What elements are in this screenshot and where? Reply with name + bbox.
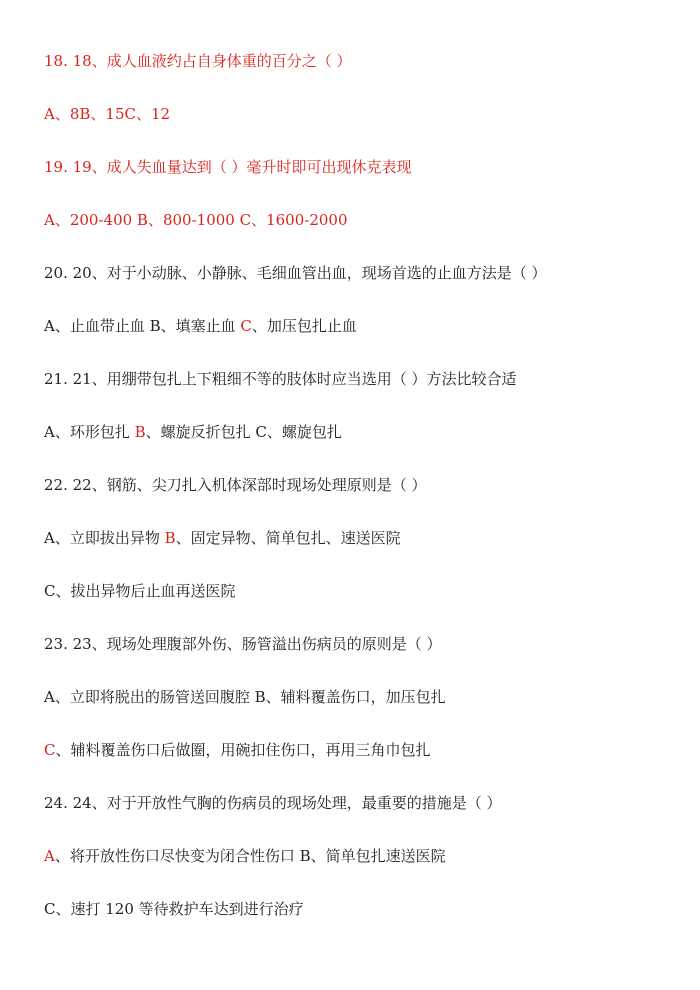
text-segment: C、速打 120 等待救护车达到进行治疗 xyxy=(44,900,304,918)
text-line xyxy=(44,900,304,918)
text-segment: B xyxy=(134,423,146,441)
text-segment: C、拔出异物后止血再送医院 xyxy=(44,582,236,600)
text-segment: 22. 22、钢筋、尖刀扎入机体深部时现场处理原则是（ ） xyxy=(44,476,427,494)
text-segment: 18. 18、成人血液约占自身体重的百分之（ ） xyxy=(44,52,352,70)
text-segment: C xyxy=(240,317,252,335)
text-line xyxy=(44,635,441,653)
text-line xyxy=(44,529,401,547)
text-segment: A、立即拔出异物 xyxy=(44,529,165,547)
text-segment: 23. 23、现场处理腹部外伤、肠管溢出伤病员的原则是（ ） xyxy=(44,635,442,653)
text-segment: A、8B、15C、12 xyxy=(44,105,171,123)
text-segment: 、固定异物、简单包扎、速送医院 xyxy=(175,529,401,547)
text-segment: 、加压包扎止血 xyxy=(251,317,357,335)
text-segment: 、螺旋反折包扎 C、螺旋包扎 xyxy=(145,423,342,441)
text-segment: A、立即将脱出的肠管送回腹腔 B、辅料覆盖伤口，加压包扎 xyxy=(44,688,446,706)
text-line xyxy=(44,688,446,706)
text-segment: A、200-400 B、800-1000 C、1600-2000 xyxy=(44,211,348,229)
text-line xyxy=(44,52,351,70)
text-segment: 19. 19、成人失血量达到（ ）毫升时即可出现休克表现 xyxy=(44,158,412,176)
text-line xyxy=(44,847,446,865)
text-segment: A、止血带止血 B、填塞止血 xyxy=(44,317,241,335)
text-line xyxy=(44,582,235,600)
text-segment: 、将开放性伤口尽快变为闭合性伤口 B、简单包扎速送医院 xyxy=(54,847,446,865)
text-line xyxy=(44,794,501,812)
text-line xyxy=(44,741,431,759)
text-segment: 、辅料覆盖伤口后做圈，用碗扣住伤口，再用三角巾包扎 xyxy=(55,741,431,759)
text-line xyxy=(44,317,357,335)
text-segment: A、环形包扎 xyxy=(44,423,135,441)
text-segment: A xyxy=(44,847,55,865)
text-segment: B xyxy=(164,529,176,547)
text-line xyxy=(44,476,426,494)
text-line xyxy=(44,370,516,388)
text-line xyxy=(44,211,348,229)
text-line xyxy=(44,264,546,282)
text-segment: 20. 20、对于小动脉、小静脉、毛细血管出血，现场首选的止血方法是（ ） xyxy=(44,264,547,282)
text-line xyxy=(44,158,411,176)
text-segment: 24. 24、对于开放性气胸的伤病员的现场处理，最重要的措施是（ ） xyxy=(44,794,502,812)
text-line xyxy=(44,105,170,123)
text-segment: C xyxy=(44,741,56,759)
text-line xyxy=(44,423,342,441)
text-segment: 21. 21、用绷带包扎上下粗细不等的肢体时应当选用（ ）方法比较合适 xyxy=(44,370,517,388)
